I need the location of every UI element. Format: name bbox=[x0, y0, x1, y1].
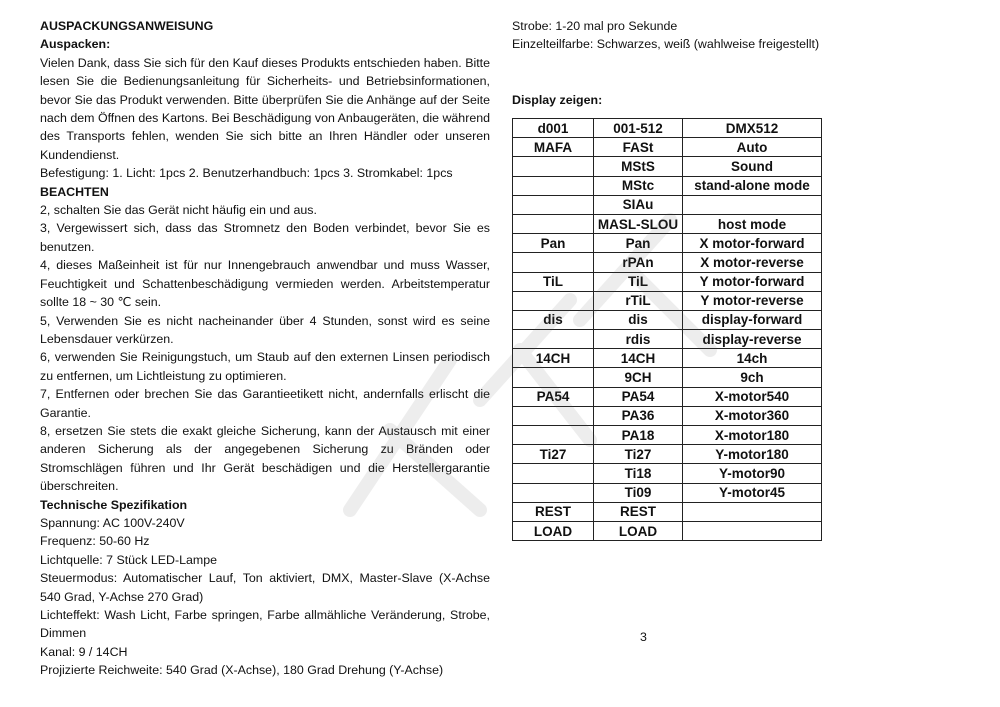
table-cell bbox=[513, 291, 594, 310]
table-cell: 9ch bbox=[683, 368, 822, 387]
spec-item: Projizierte Reichweite: 540 Grad (X-Achse), 180 Grad Drehung (Y-Achse) bbox=[40, 663, 444, 678]
table-cell: Pan bbox=[594, 234, 683, 253]
table-cell: Y-motor45 bbox=[683, 483, 822, 502]
table-cell: display-reverse bbox=[683, 330, 822, 349]
table-cell: X motor-reverse bbox=[683, 253, 822, 272]
table-cell bbox=[513, 368, 594, 387]
table-cell: Sound bbox=[683, 157, 822, 176]
table-cell: Ti27 bbox=[513, 445, 594, 464]
table-cell bbox=[513, 157, 594, 176]
table-cell bbox=[513, 195, 594, 214]
table-cell: Pan bbox=[513, 234, 594, 253]
table-row bbox=[513, 195, 822, 214]
table-cell: display-forward bbox=[683, 310, 822, 329]
table-cell: Auto bbox=[683, 138, 822, 157]
table-cell: MStS bbox=[594, 157, 683, 176]
table-cell: host mode bbox=[683, 214, 822, 233]
table-row bbox=[513, 214, 822, 233]
table-cell: X-motor180 bbox=[683, 426, 822, 445]
table-cell: LOAD bbox=[594, 521, 683, 540]
table-cell bbox=[513, 176, 594, 195]
color-line: Einzelteilfarbe: Schwarzes, weiß (wahlweise freigestellt) bbox=[512, 37, 820, 52]
table-cell bbox=[513, 464, 594, 483]
table-row bbox=[513, 310, 822, 329]
unpack-label: Auspacken: bbox=[40, 37, 111, 52]
table-cell: 001-512 bbox=[594, 119, 683, 138]
table-cell: SIAu bbox=[594, 195, 683, 214]
table-cell bbox=[683, 521, 822, 540]
table-cell: MAFA bbox=[513, 138, 594, 157]
display-table bbox=[512, 118, 822, 541]
table-row bbox=[513, 445, 822, 464]
table-cell: rdis bbox=[594, 330, 683, 349]
doc-heading: AUSPACKUNGSANWEISUNG bbox=[40, 19, 214, 33]
table-row bbox=[513, 464, 822, 483]
table-cell: rPAn bbox=[594, 253, 683, 272]
table-row bbox=[513, 502, 822, 521]
table-cell: X-motor540 bbox=[683, 387, 822, 406]
table-cell: PA54 bbox=[513, 387, 594, 406]
table-row bbox=[513, 368, 822, 387]
table-cell bbox=[513, 426, 594, 445]
table-cell: 14ch bbox=[683, 349, 822, 368]
table-cell bbox=[683, 195, 822, 214]
left-column bbox=[40, 17, 490, 680]
strobe-line: Strobe: 1-20 mal pro Sekunde bbox=[512, 19, 678, 33]
table-cell bbox=[683, 502, 822, 521]
table-cell: X-motor360 bbox=[683, 406, 822, 425]
table-cell: REST bbox=[594, 502, 683, 521]
page-number: 3 bbox=[640, 630, 647, 644]
table-row bbox=[513, 406, 822, 425]
table-cell: PA36 bbox=[594, 406, 683, 425]
table-row bbox=[513, 349, 822, 368]
table-row bbox=[513, 234, 822, 253]
table-cell: Y-motor180 bbox=[683, 445, 822, 464]
note-item: 6, verwenden Sie Reinigungstuch, um Staub auf den externen Linsen periodisch zu entfernen, um Lichtleistung zu optimieren. bbox=[40, 350, 490, 383]
table-cell bbox=[513, 214, 594, 233]
table-row bbox=[513, 291, 822, 310]
table-cell: PA18 bbox=[594, 426, 683, 445]
notice-label: BEACHTEN bbox=[40, 184, 109, 199]
table-cell bbox=[513, 330, 594, 349]
table-row bbox=[513, 272, 822, 291]
spec-item: Lichtquelle: 7 Stück LED-Lampe bbox=[40, 552, 218, 567]
display-title: Display zeigen: bbox=[512, 93, 603, 107]
note-item: 7, Entfernen oder brechen Sie das Garantieetikett nicht, andernfalls erlischt die Garantie. bbox=[40, 387, 490, 420]
table-row bbox=[513, 387, 822, 406]
table-cell bbox=[513, 483, 594, 502]
note-item: 2, schalten Sie das Gerät nicht häufig ein und aus. bbox=[40, 203, 317, 218]
note-item: 8, ersetzen Sie stets die exakt gleiche Sicherung, kann der Austausch mit einer anderen Sicherung als der angegebenen Sicherung zu Bränden oder Stromschlägen führen und Ihr Gerät beschädigen und die Herstellergarantie überschreiten. bbox=[40, 423, 490, 494]
table-cell: Y motor-forward bbox=[683, 272, 822, 291]
note-item: 5, Verwenden Sie es nicht nacheinander über 4 Stunden, sonst wird es seine Lebensdauer verkürzen. bbox=[40, 313, 490, 346]
table-cell bbox=[513, 253, 594, 272]
table-cell: dis bbox=[513, 310, 594, 329]
table-cell: REST bbox=[513, 502, 594, 521]
table-cell: FASt bbox=[594, 138, 683, 157]
table-cell: dis bbox=[594, 310, 683, 329]
table-cell: MStc bbox=[594, 176, 683, 195]
spec-item: Steuermodus: Automatischer Lauf, Ton aktiviert, DMX, Master-Slave (X-Achse 540 Grad, Y-Achse 270 Grad) bbox=[40, 571, 490, 604]
table-cell: 9CH bbox=[594, 368, 683, 387]
note-item: 3, Vergewissert sich, dass das Stromnetz den Boden verbindet, bevor Sie es benutzen. bbox=[40, 221, 490, 254]
table-cell: rTiL bbox=[594, 291, 683, 310]
table-row bbox=[513, 176, 822, 195]
spec-item: Spannung: AC 100V-240V bbox=[40, 515, 185, 530]
table-cell: PA54 bbox=[594, 387, 683, 406]
table-cell: X motor-forward bbox=[683, 234, 822, 253]
note-item: 4, dieses Maßeinheit ist für nur Innengebrauch anwendbar und muss Wasser, Feuchtigkeit und Schattenbeschädigung vermieden werden. Arbeitstemperatur sollte 18 ~ 30 ℃ sein. bbox=[40, 258, 490, 310]
spec-item: Lichteffekt: Wash Licht, Farbe springen, Farbe allmähliche Veränderung, Strobe, Dimmen bbox=[40, 608, 490, 641]
table-cell: MASL-SLOU bbox=[594, 214, 683, 233]
table-cell: TiL bbox=[513, 272, 594, 291]
table-row bbox=[513, 119, 822, 138]
fastening-line: Befestigung: 1. Licht: 1pcs 2. Benutzerhandbuch: 1pcs 3. Stromkabel: 1pcs bbox=[40, 166, 453, 181]
table-cell: Ti27 bbox=[594, 445, 683, 464]
table-row bbox=[513, 521, 822, 540]
table-cell: TiL bbox=[594, 272, 683, 291]
table-cell: stand-alone mode bbox=[683, 176, 822, 195]
table-cell: 14CH bbox=[513, 349, 594, 368]
spec-item: Frequenz: 50-60 Hz bbox=[40, 534, 150, 549]
right-column-text bbox=[512, 17, 842, 54]
table-cell: Ti09 bbox=[594, 483, 683, 502]
table-cell: Y-motor90 bbox=[683, 464, 822, 483]
table-row bbox=[513, 253, 822, 272]
table-cell: LOAD bbox=[513, 521, 594, 540]
spec-item: Kanal: 9 / 14CH bbox=[40, 644, 128, 659]
table-row bbox=[513, 330, 822, 349]
table-cell: 14CH bbox=[594, 349, 683, 368]
table-cell: DMX512 bbox=[683, 119, 822, 138]
spec-label: Technische Spezifikation bbox=[40, 497, 188, 512]
table-row bbox=[513, 157, 822, 176]
table-row bbox=[513, 138, 822, 157]
table-row bbox=[513, 426, 822, 445]
table-row bbox=[513, 483, 822, 502]
intro-paragraph: Vielen Dank, dass Sie sich für den Kauf dieses Produkts entschieden haben. Bitte lesen Sie die Bedienungsanleitung für Sicherheits- und Betriebsinformationen, bevor Sie das Produkt verwenden. Bitte überprüfen Sie die Anhänge auf der Seite nach dem Öffnen des Kartons. Bei Beschädigung von Anbaugeräten, die während des Transports fehlen, wenden Sie sich bitte an Ihren Händler oder unseren Kundendienst. bbox=[40, 55, 490, 162]
table-cell: Y motor-reverse bbox=[683, 291, 822, 310]
table-cell: d001 bbox=[513, 119, 594, 138]
table-cell: Ti18 bbox=[594, 464, 683, 483]
table-cell bbox=[513, 406, 594, 425]
